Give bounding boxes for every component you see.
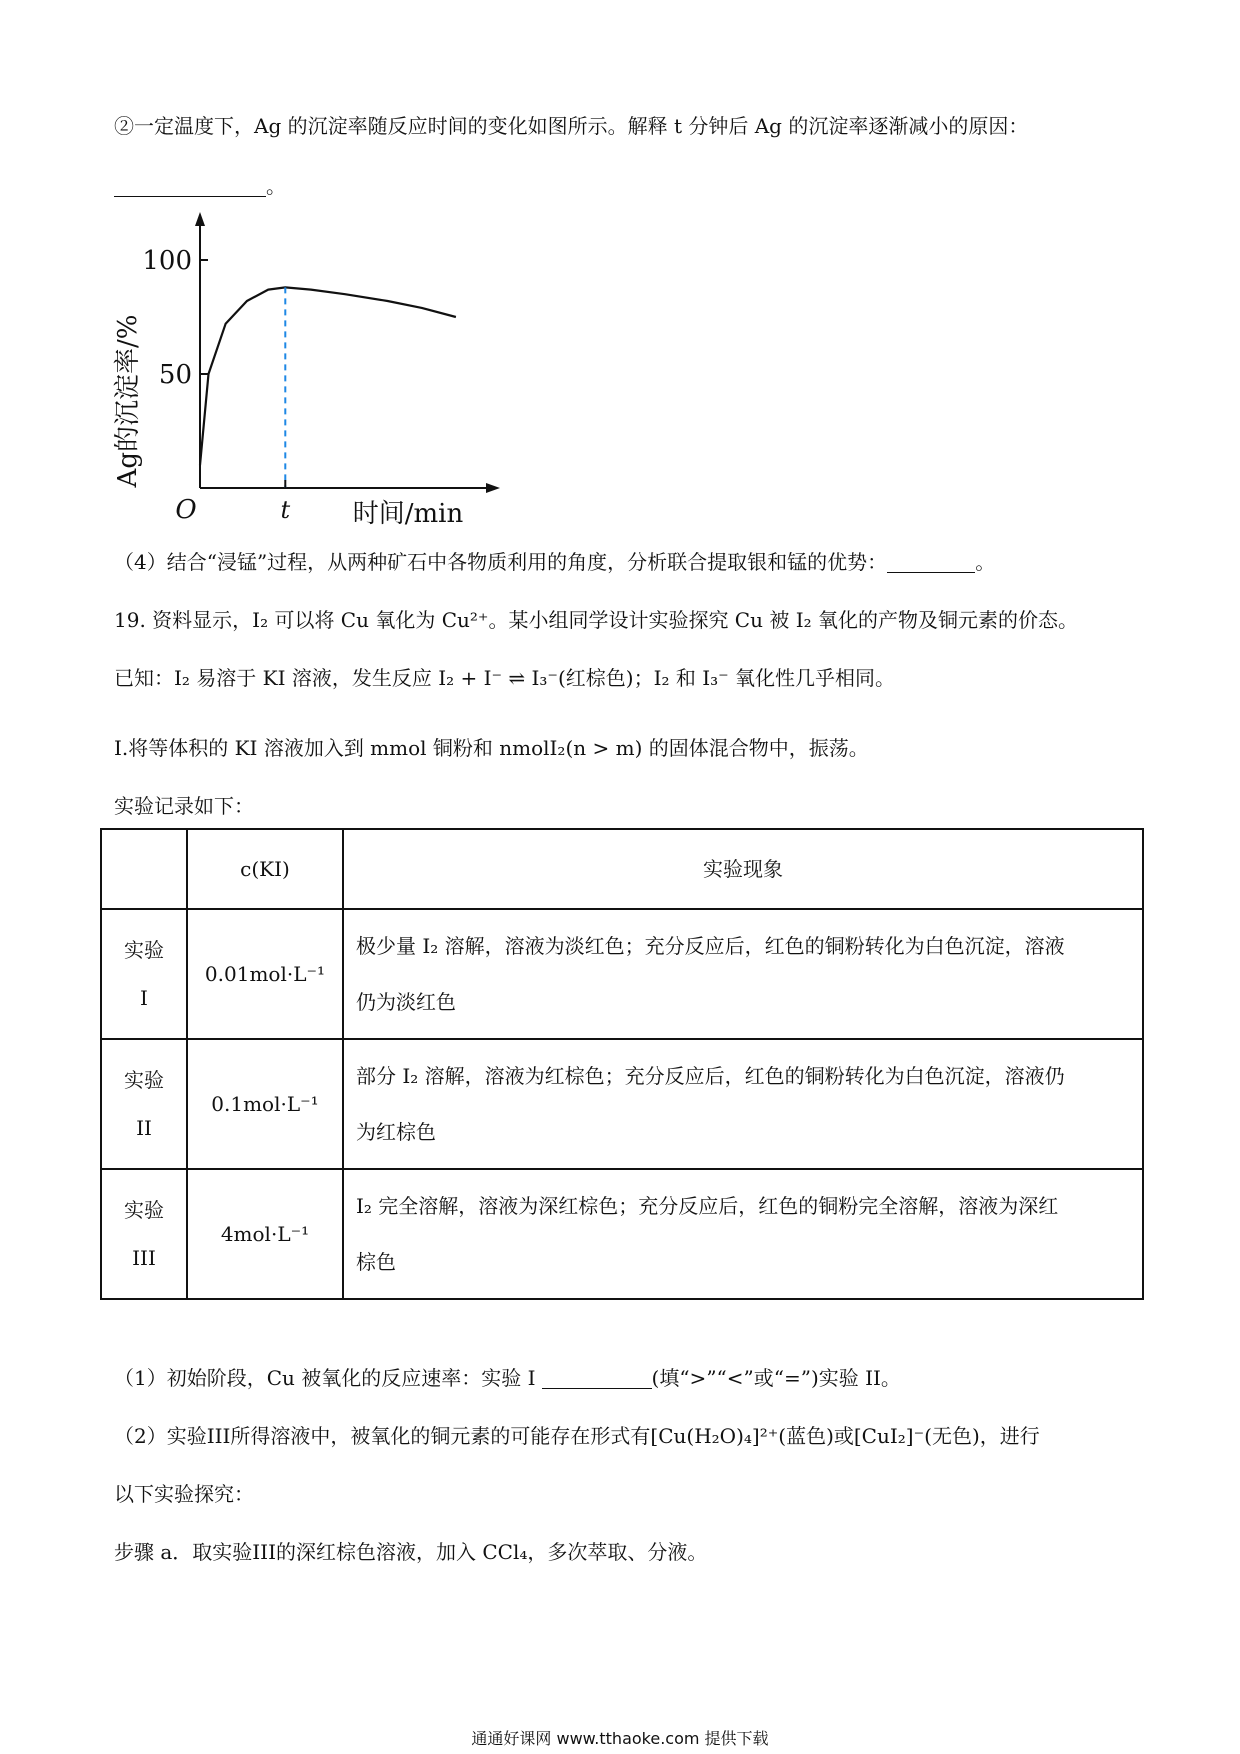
x-axis-arrow <box>486 483 500 493</box>
experiment-table <box>100 828 1144 1300</box>
y-axis-arrow <box>195 212 205 226</box>
x-marker-label: t <box>280 496 291 524</box>
q18-part2-text: ②一定温度下，Ag 的沉淀率随反应时间的变化如图所示。解释 t 分钟后 Ag 的沉淀率逐渐减小的原因： <box>114 114 1029 138</box>
known-info: 已知：I₂ 易溶于 KI 溶液，发生反应 I₂ + I⁻ ⇌ I₃⁻(红棕色)；I₂ 和 I₃⁻ 氧化性几乎相同。 <box>114 666 896 690</box>
experiment-concentration: 0.1mol·L⁻¹ <box>187 1039 343 1169</box>
y-tick-label: 100 <box>142 246 192 276</box>
q19-intro: 19. 资料显示，I₂ 可以将 Cu 氧化为 Cu²⁺。某小组同学设计实验探究 Cu 被 I₂ 氧化的产物及铜元素的价态。 <box>114 608 1078 632</box>
table-header-cell: 实验现象 <box>343 829 1143 909</box>
answer-blank[interactable] <box>542 1368 652 1389</box>
experiment-observation: I₂ 完全溶解，溶液为深红棕色；充分反应后，红色的铜粉完全溶解，溶液为深红 棕色 <box>343 1169 1143 1299</box>
x-axis-label: 时间/min <box>352 499 464 526</box>
origin-label: O <box>175 495 197 525</box>
answer-blank[interactable] <box>887 552 975 573</box>
table-header-row <box>101 829 1143 909</box>
precipitation-rate-chart <box>108 206 528 526</box>
table-header-cell: c(KI) <box>187 829 343 909</box>
data-line <box>200 287 456 465</box>
q18-part2-answer-line: 。 <box>114 172 286 200</box>
question-1: （1）初始阶段，Cu 被氧化的反应速率：实验 I (填“>”“<”或“=”)实验 II。 <box>114 1366 901 1390</box>
experiment-concentration: 4mol·L⁻¹ <box>187 1169 343 1299</box>
experiment-name: 实验 III <box>101 1169 187 1299</box>
table-row <box>101 1039 1143 1169</box>
question-2-line2: 以下实验探究： <box>114 1482 254 1506</box>
question-2-line1: （2）实验III所得溶液中，被氧化的铜元素的可能存在形式有[Cu(H₂O)₄]²⁺(蓝色)或[CuI₂]⁻(无色)，进行 <box>114 1424 1040 1448</box>
table-header-cell <box>101 829 187 909</box>
experiment-name: 实验 I <box>101 909 187 1039</box>
experiment-concentration: 0.01mol·L⁻¹ <box>187 909 343 1039</box>
experiment-observation: 部分 I₂ 溶解，溶液为红棕色；充分反应后，红色的铜粉转化为白色沉淀，溶液仍 为红棕色 <box>343 1039 1143 1169</box>
experiment-observation: 极少量 I₂ 溶解，溶液为淡红色；充分反应后，红色的铜粉转化为白色沉淀，溶液 仍为淡红色 <box>343 909 1143 1039</box>
y-axis-label: Ag的沉淀率/% <box>113 314 143 488</box>
q18-part4-text: （4）结合“浸锰”过程，从两种矿石中各物质利用的角度，分析联合提取银和锰的优势： 。 <box>114 550 996 574</box>
step-1: I.将等体积的 KI 溶液加入到 mmol 铜粉和 nmolI₂(n > m) 的固体混合物中，振荡。 <box>114 736 869 760</box>
table-row <box>101 909 1143 1039</box>
step-a: 步骤 a．取实验III的深红棕色溶液，加入 CCl₄，多次萃取、分液。 <box>114 1540 708 1564</box>
answer-blank[interactable] <box>114 176 266 197</box>
y-tick-label: 50 <box>158 360 192 390</box>
record-title: 实验记录如下： <box>114 794 254 818</box>
experiment-name: 实验 II <box>101 1039 187 1169</box>
footer-text: 通通好课网 www.tthaoke.com 提供下载 <box>471 1729 769 1748</box>
table-row <box>101 1169 1143 1299</box>
